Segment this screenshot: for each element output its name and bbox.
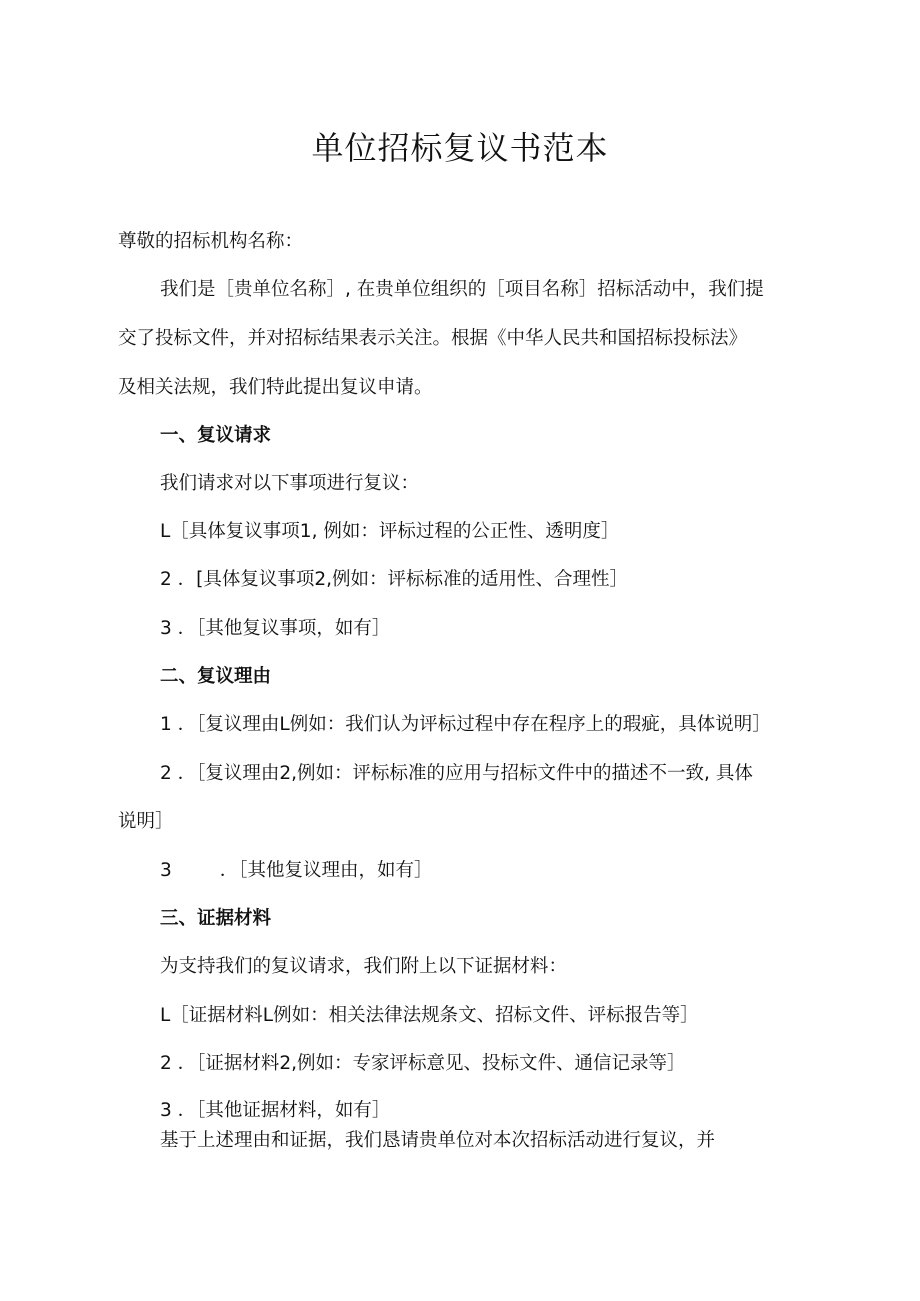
section-heading-evidence: 三、证据材料 — [160, 908, 272, 929]
reason-item-1: 1 ．［复议理由L例如：我们认为评标过程中存在程序上的瑕疵，具体说明］ — [160, 714, 771, 735]
reason-item-3 — [160, 857, 433, 885]
reason-item-2-continued: 说明］ — [118, 811, 174, 832]
intro-line-1: 我们是［贵单位名称］, 在贵单位组织的［项目名称］招标活动中，我们提 — [160, 279, 764, 300]
intro-line-2: 交了投标文件，并对招标结果表示关注。根据《中华人民共和国招标投标法》 — [118, 328, 748, 349]
reason-item-3-number: 3 — [160, 860, 172, 881]
evidence-item-3: 3 ．［其他证据材料，如有］ — [160, 1100, 391, 1121]
intro-line-3: 及相关法规，我们特此提出复议申请。 — [118, 377, 433, 398]
request-item-2: 2 ．[具体复议事项2,例如：评标标准的适用性、合理性］ — [160, 569, 629, 590]
section-lead-evidence: 为支持我们的复议请求，我们附上以下证据材料： — [160, 956, 568, 977]
section-heading-requests: 一、复议请求 — [160, 425, 272, 446]
evidence-item-1: L［证据材料L例如：相关法律法规条文、招标文件、评标报告等］ — [160, 1005, 699, 1026]
request-item-3: 3 ．［其他复议事项，如有］ — [160, 618, 391, 639]
document-title: 单位招标复议书范本 — [311, 129, 609, 167]
closing-paragraph: 基于上述理由和证据，我们恳请贵单位对本次招标活动进行复议，并 — [160, 1130, 716, 1151]
section-lead-requests: 我们请求对以下事项进行复议： — [160, 473, 420, 494]
reason-item-2: 2 ．［复议理由2,例如：评标标准的应用与招标文件中的描述不一致, 具体 — [160, 763, 753, 784]
section-heading-reasons: 二、复议理由 — [160, 666, 272, 687]
evidence-item-2: 2 ．［证据材料2,例如：专家评标意见、投标文件、通信记录等］ — [160, 1053, 686, 1074]
reason-item-3-text: ．［其他复议理由，如有］ — [219, 860, 433, 881]
request-item-1: L［具体复议事项1, 例如：评标过程的公正性、透明度］ — [160, 521, 620, 542]
salutation: 尊敬的招标机构名称： — [118, 231, 304, 252]
